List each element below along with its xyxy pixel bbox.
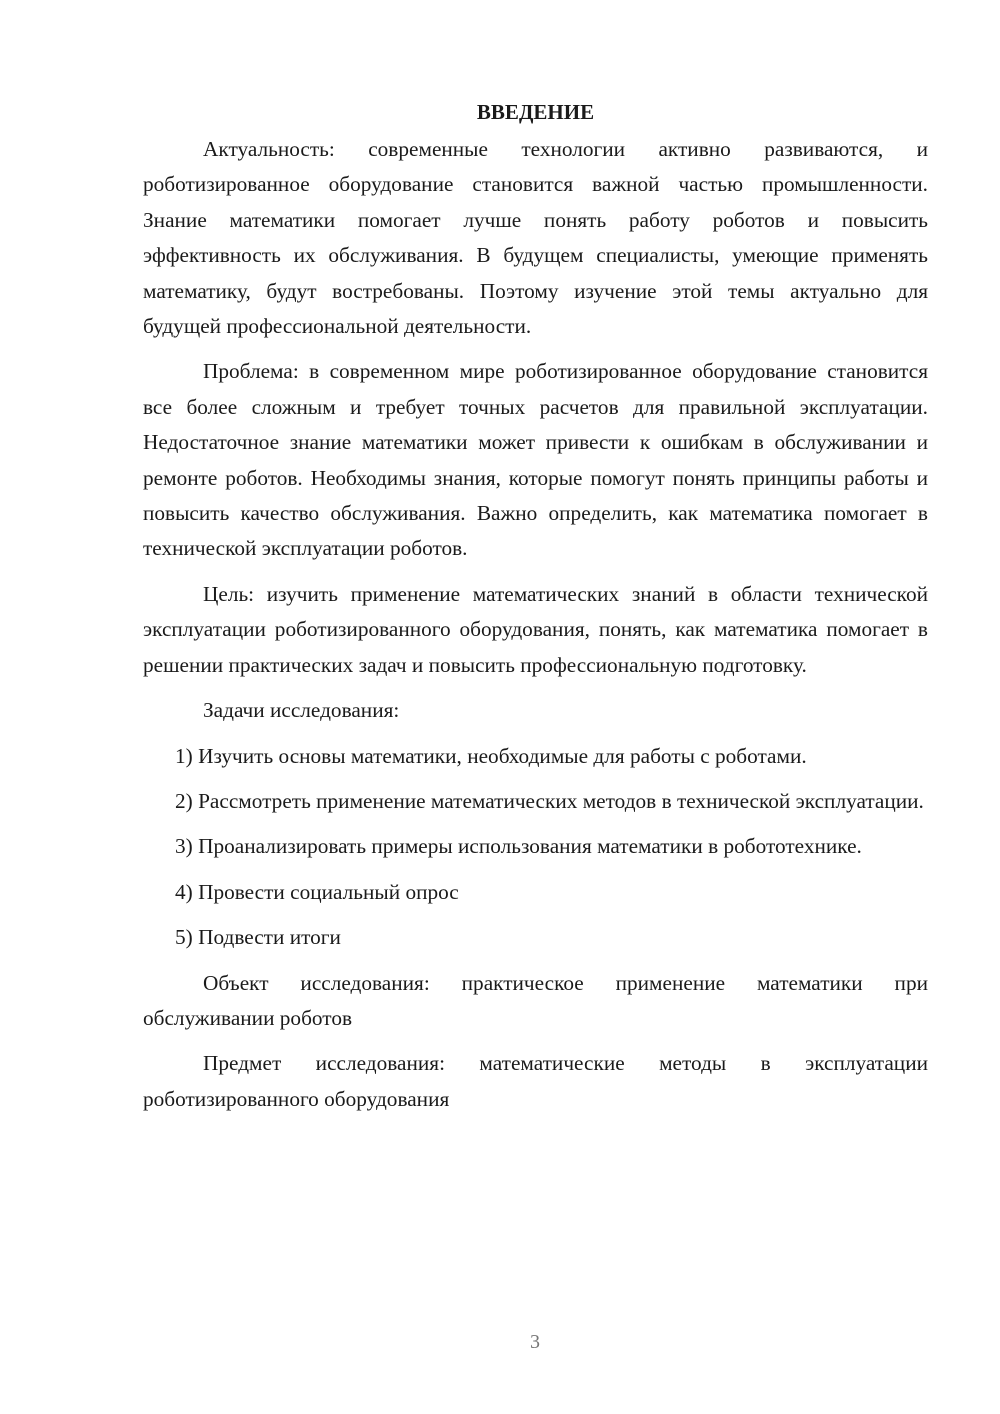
page-number: 3 [530, 1331, 540, 1353]
task-item-1: 1) Изучить основы математики, необходимые для работы с роботами. [175, 743, 807, 768]
object-paragraph: Объект исследования: практическое применение математики при обслуживании роботов [143, 970, 928, 1030]
subject-paragraph: Предмет исследования: математические методы в эксплуатации роботизированного оборудования [143, 1051, 928, 1111]
relevance-paragraph: Актуальность: современные технологии активно развиваются, и роботизированное оборудование становится важной частью промышленности. Знание математики помогает лучше понять работу роботов и повысить эффективность их обслуживания. В будущем специалисты, умеющие применять математику, будут востребованы. Поэтому изучение этой темы актуально для будущей профессиональной деятельности. [143, 137, 928, 339]
tasks-heading: Задачи исследования: [203, 698, 400, 723]
task-item-5: 5) Подвести итоги [175, 925, 341, 950]
document-page [143, 96, 928, 1127]
task-item-3: 3) Проанализировать примеры использования математики в робототехнике. [175, 834, 862, 859]
problem-paragraph: Проблема: в современном мире роботизированное оборудование становится все более сложным и требует точных расчетов для правильной эксплуатации. Недостаточное знание математики может привести к ошибкам в обслуживании и ремонте роботов. Необходимы знания, которые помогут понять принципы работы и повысить качество обслуживания. Важно определить, как математика помогает в технической эксплуатации роботов. [143, 359, 928, 561]
goal-paragraph: Цель: изучить применение математических знаний в области технической эксплуатации роботизированного оборудования, понять, как математика помогает в решении практических задач и повысить профессиональную подготовку. [143, 581, 928, 677]
task-item-4: 4) Провести социальный опрос [175, 879, 459, 904]
section-title: ВВЕДЕНИЕ [476, 100, 595, 124]
task-item-2: 2) Рассмотреть применение математических методов в технической эксплуатации. [175, 788, 924, 813]
